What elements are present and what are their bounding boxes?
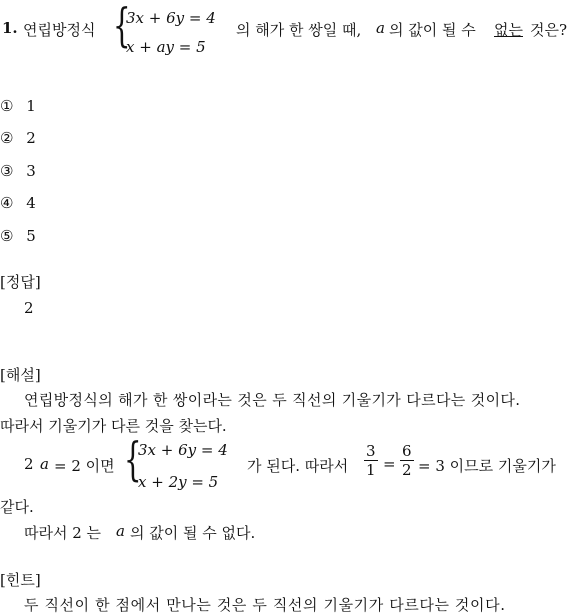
choice-item[interactable] [0, 194, 36, 212]
choice-text: 3 [26, 162, 36, 180]
question-text-post: 것은? [530, 21, 568, 39]
explanation-sys-eq1: 3x + 6y = 4 [138, 441, 228, 459]
system-brace-2: { [124, 432, 142, 486]
hint-text: 두 직선이 한 점에서 만나는 것은 두 직선의 기울기가 다르다는 것이다. [24, 596, 506, 614]
explanation-heading: [해설] [0, 366, 41, 384]
explanation-line3-mid: 가 된다. 따라서 [247, 457, 349, 475]
system-brace: { [113, 0, 131, 52]
explanation-sys-eq2: x + 2y = 5 [138, 473, 219, 491]
question-text-pre: 의 해가 한 쌍일 때, [236, 21, 362, 39]
fraction-2 [400, 442, 414, 479]
choice-marker: ② [0, 129, 14, 147]
choice-marker: ⑤ [0, 227, 14, 245]
explanation-var-a: a [40, 455, 49, 473]
fraction-1 [364, 442, 378, 479]
question-eq2: x + ay = 5 [126, 38, 206, 56]
explanation-line5-var-a: a [116, 522, 125, 540]
fraction-2-denominator: 2 [402, 461, 412, 479]
answer-heading: [정답] [0, 273, 41, 291]
question-number: 1. [2, 19, 18, 37]
question-var-a: a [376, 19, 385, 37]
choice-item[interactable] [0, 129, 36, 147]
choice-item[interactable] [0, 97, 36, 115]
question-text-mid: 의 값이 될 수 [389, 21, 476, 39]
question-lead: 연립방정식 [23, 21, 96, 39]
choice-item[interactable] [0, 162, 36, 180]
fraction-equals: = [383, 455, 396, 473]
fraction-1-denominator: 1 [366, 461, 376, 479]
explanation-line5-post: 의 값이 될 수 없다. [130, 524, 256, 542]
question-eq1: 3x + 6y = 4 [126, 9, 216, 27]
explanation-line4: 같다. [0, 498, 34, 516]
explanation-line2: 따라서 기울기가 다른 것을 찾는다. [0, 417, 227, 435]
explanation-line3-post: = 3 이므로 기울기가 [418, 457, 556, 475]
fraction-2-numerator: 6 [402, 442, 412, 460]
explanation-line3-pre: 2 [24, 455, 34, 473]
fraction-1-numerator: 3 [366, 442, 376, 460]
choice-marker: ④ [0, 194, 14, 212]
explanation-line1: 연립방정식의 해가 한 쌍이라는 것은 두 직선의 기울기가 다르다는 것이다. [24, 391, 521, 409]
choice-text: 1 [26, 97, 36, 115]
explanation-line5-pre: 따라서 2 는 [24, 524, 102, 542]
hint-heading: [힌트] [0, 571, 41, 589]
choice-text: 2 [26, 129, 36, 147]
explanation-line3-eq: = 2 이면 [54, 457, 115, 475]
choice-text: 5 [26, 227, 36, 245]
question-underlined-word: 없는 [494, 21, 523, 39]
answer-value: 2 [24, 299, 34, 317]
choice-text: 4 [26, 194, 36, 212]
choice-marker: ③ [0, 162, 14, 180]
choice-marker: ① [0, 97, 14, 115]
choice-item[interactable] [0, 227, 36, 245]
